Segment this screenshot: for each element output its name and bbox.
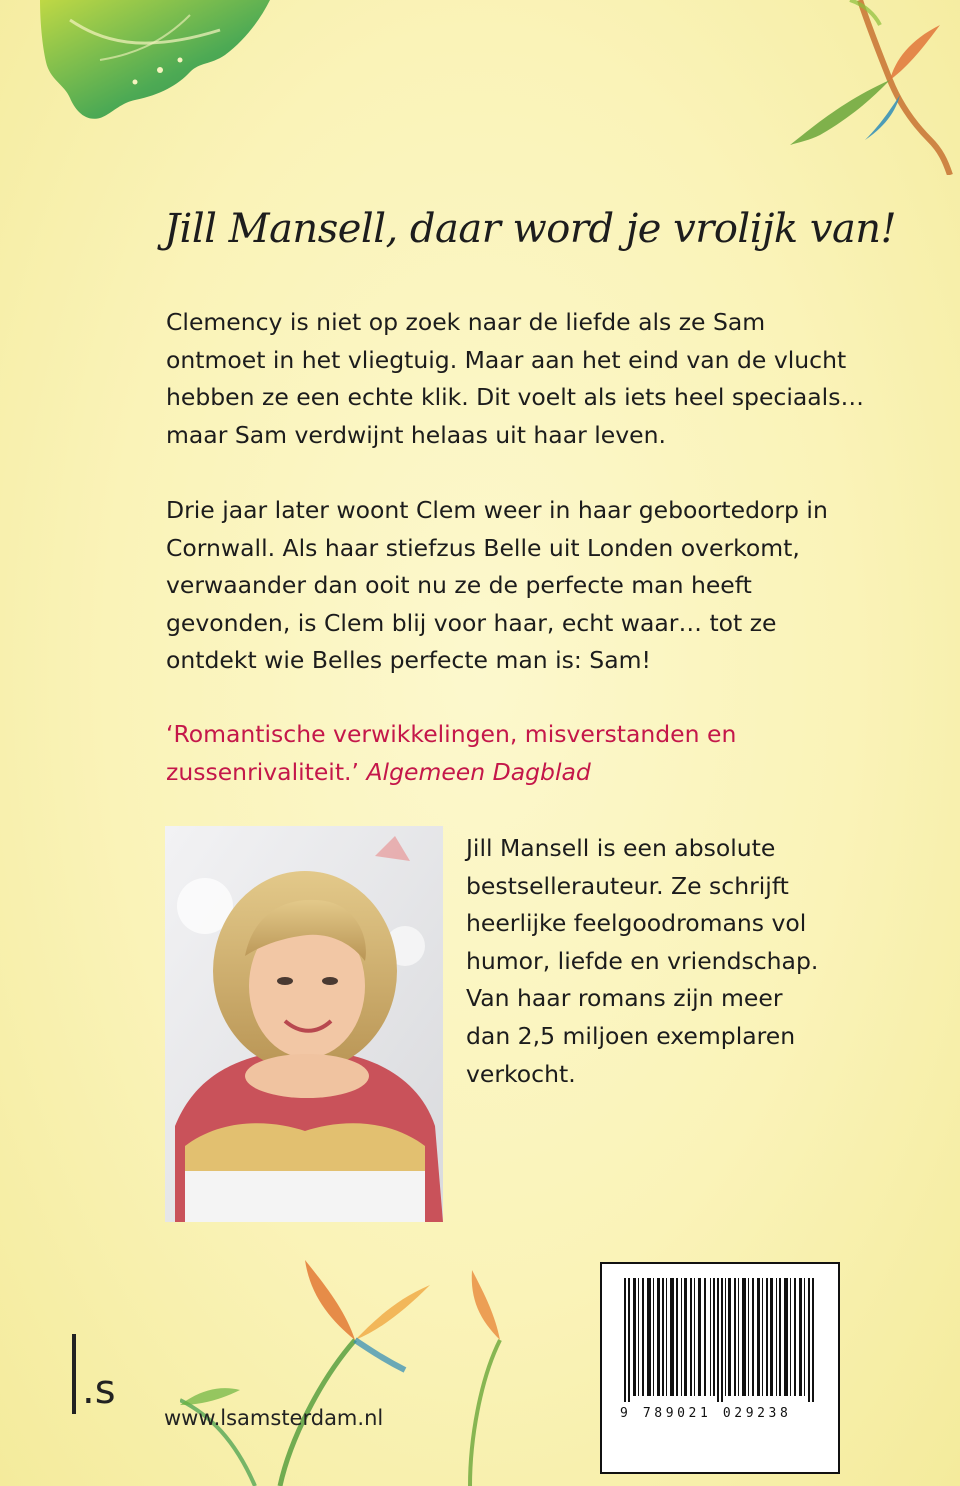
logo-text: .s: [82, 1367, 116, 1413]
bio-line: dan 2,5 miljoen exemplaren: [466, 1021, 796, 1050]
logo-bar: [72, 1334, 76, 1414]
author-portrait-icon: [165, 826, 443, 1222]
bio-line: Jill Mansell is een absolute: [466, 834, 776, 862]
tagline: Jill Mansell, daar word je vrolijk van!: [164, 206, 897, 252]
publisher-url[interactable]: www.lsamsterdam.nl: [164, 1406, 384, 1430]
monstera-leaf-icon: [40, 0, 270, 130]
text-line: gevonden, is Clem blij voor haar, echt waar… tot ze: [166, 608, 777, 637]
bird-of-paradise-top-icon: [790, 0, 960, 175]
text-line: ontmoet in het vliegtuig. Maar aan het eind van de vlucht: [166, 345, 847, 374]
quote-text: zussenrivaliteit.’: [166, 757, 359, 786]
bio-line: humor, liefde en vriendschap.: [466, 946, 819, 975]
bio-line: verkocht.: [466, 1059, 576, 1088]
barcode-number: 9 789021 029238: [620, 1406, 792, 1421]
text-line: hebben ze een echte klik. Dit voelt als iets heel speciaals…: [166, 383, 864, 412]
synopsis-paragraph-1: [166, 304, 864, 454]
quote-source: Algemeen Dagblad: [366, 757, 591, 786]
quote-line-1: ‘Romantische verwikkelingen, misverstanden en: [166, 720, 737, 748]
author-bio: [466, 830, 846, 1093]
bio-line: Van haar romans zijn meer: [466, 984, 783, 1013]
bio-line: bestsellerauteur. Ze schrijft: [466, 871, 789, 900]
synopsis-paragraph-2: [166, 492, 826, 680]
barcode-bars-icon: [602, 1264, 838, 1404]
text-line: maar Sam verdwijnt helaas uit haar leven.: [166, 420, 666, 449]
review-quote: [166, 716, 846, 791]
quote-line-2: [166, 754, 846, 792]
text-line: Cornwall. Als haar stiefzus Belle uit Londen overkomt,: [166, 533, 800, 562]
barcode: [600, 1262, 840, 1474]
text-line: ontdekt wie Belles perfecte man is: Sam!: [166, 646, 651, 675]
bird-of-paradise-bottom-icon: [180, 1200, 540, 1486]
text-line: verwaander dan ooit nu ze de perfecte man heeft: [166, 571, 752, 600]
author-photo: [165, 826, 443, 1222]
publisher-logo: [70, 1334, 150, 1418]
text-line: Clemency is niet op zoek naar de liefde als ze Sam: [166, 308, 766, 336]
bio-line: heerlijke feelgoodromans vol: [466, 909, 807, 938]
text-line: Drie jaar later woont Clem weer in haar geboortedorp in: [166, 496, 828, 524]
